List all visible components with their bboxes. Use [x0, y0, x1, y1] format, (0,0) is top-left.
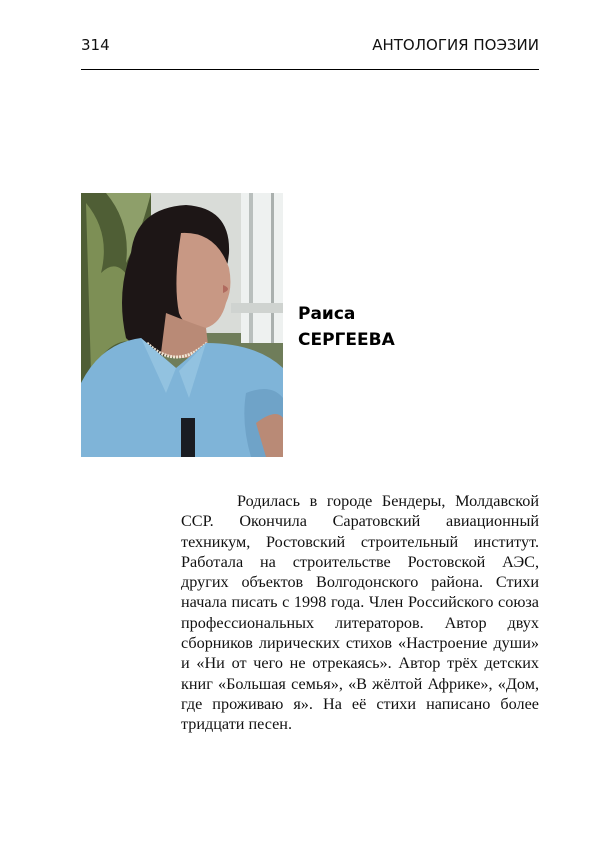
author-first-name: Раиса	[298, 304, 356, 324]
header-divider	[81, 69, 539, 70]
running-title: АНТОЛОГИЯ ПОЭЗИИ	[372, 36, 539, 54]
author-last-name: СЕРГЕЕВА	[298, 330, 395, 350]
author-photo	[81, 193, 283, 457]
portrait-image	[81, 193, 283, 457]
author-biography: Родилась в городе Бендеры, Молдавской ССР. Окончила Саратовский авиационный техникум, Ростовский строительный институт. Работала на строительстве Ростовской АЭС, других объектов Волгодонского района. Стихи начала писать с 1998 года. Член Российского союза профессиональных литераторов. Автор двух сборников лирических стихов «Настроение души» и «Ни от чего не отрекаясь». Автор трёх детских книг «Большая семья», «В жёлтой Африке», «Дом, где проживаю я». На её стихи написано более тридцати песен.	[181, 492, 539, 734]
author-name	[298, 301, 395, 353]
page-number: 314	[81, 36, 110, 54]
